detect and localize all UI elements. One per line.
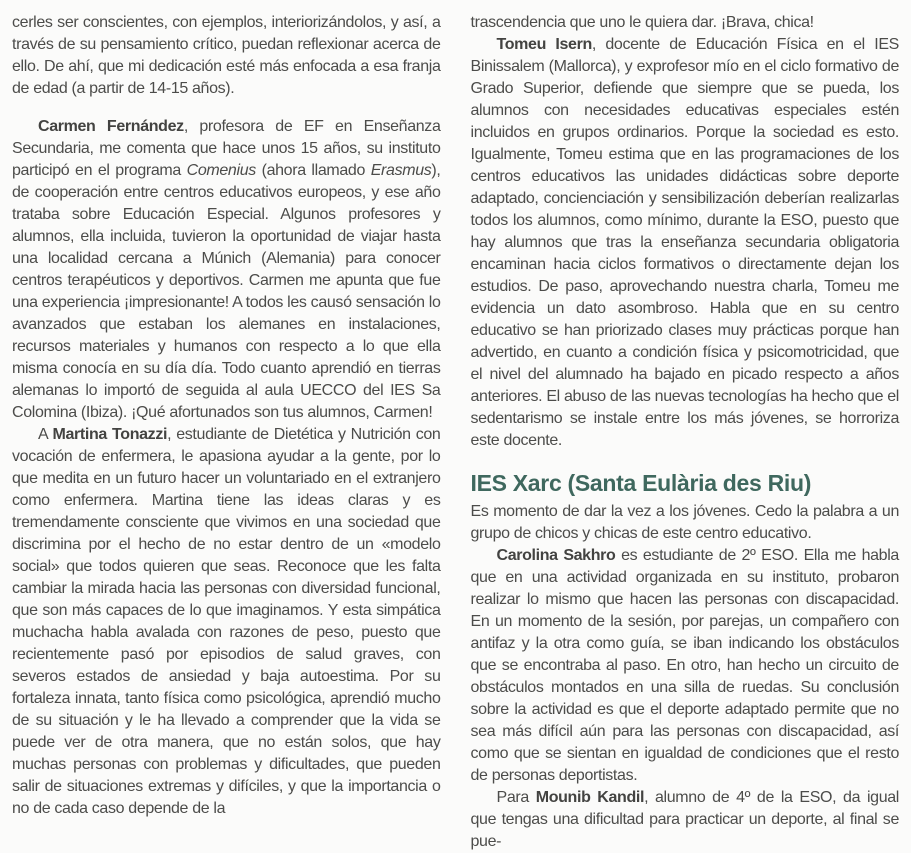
text-run: , docente de Educación Física en el IES Binissalem (Mallorca), y exprofesor mío en el ciclo formativo de Grado Superior, defiende que siempre que se pueda, los alumnos con necesidades educativas especiales estén incluidos en grupos ordinarios. Porque la sociedad es esto. Igualmente, Tomeu estima que en las programaciones de los centros educativos las unidades didácticas sobre deporte adaptado, concienciación y sensibilización deberían realizarlas todos los alumnos, como mínimo, durante la ESO, puesto que hay alumnos que tras la enseñanza secundaria obligatoria encaminan hacia ciclos formativos o directamente dejan los estudios. De paso, aprovechando nuestra charla, Tomeu me evidencia un dato asombroso. Habla que en su centro educativo se han priorizado clases muy prácticas porque han advertido, en cuanto a condición física y psicomotricidad, que el nivel del alumnado ha bajado en picado respecto a años anteriores. El abuso de las nuevas tecnologías ha hecho que el sedentarismo se instale entre los más jóvenes, se horroriza este docente. [470,36,899,449]
person-name: Martina Tonazzi [52,426,168,443]
paragraph [12,424,441,820]
paragraph [471,501,900,545]
left-column [12,12,441,817]
text-run: es estudiante de 2º ESO. Ella me habla que en una actividad organizada en su instituto, probaron realizar lo mismo que hacen las personas con discapacidad. En un momento de la sesión, por parejas, un compañero con antifaz y la otra como guía, se iban indicando los obstáculos que se encontraba al paso. En otro, han hecho un circuito de obstáculos montados en una silla de ruedas. Su conclusión sobre la actividad es que el deporte adaptado permite que no sea más difícil aún para las personas con discapacidad, así como que se sientan en igualdad de condiciones que el resto de personas deportistas. [470,547,899,784]
paragraph [471,787,900,853]
text-run: cerles ser conscientes, con ejemplos, interiorizándolos, y así, a través de su pensamiento crítico, puedan reflexionar acerca de ello. De ahí, que mi dedicación esté más enfocada a esa franja de edad (a partir de 14-15 años). [12,14,441,97]
text-run: A [38,426,53,443]
program-name: Erasmus [370,162,432,179]
paragraph [471,34,900,452]
person-name: Carmen Fernández [38,118,184,135]
paragraph [471,545,900,787]
text-run: Para [496,789,536,806]
right-column [470,12,900,850]
text-run: ), de cooperación entre centros educativos europeos, y ese año trataba sobre Educación Especial. Algunos profesores y alumnos, ella incluida, tuvieron la oportunidad de viajar hasta una localidad cercana a Múnich (Alemania) para conocer centros terapéuticos y deportivos. Carmen me apunta que fue una experiencia ¡impresionante! A todos les causó sensación lo avanzados que estaban los alemanes en instalaciones, recursos materiales y humanos con respecto a lo que ella misma conocía en su día día. Todo cuanto aprendió en tierras alemanas lo importó de seguida al aula UECCO del IES Sa Colomina (Ibiza). ¡Qué afortunados son tus alumnos, Carmen! [12,162,441,421]
text-run: , estudiante de Dietética y Nutrición con vocación de enfermera, le apasiona ayudar a la gente, por lo que medita en un futuro hacer un voluntariado en el extranjero como enfermera. Martina tiene las ideas claras y es tremendamente consciente que vivimos en una sociedad que discrimina por el hecho de no estar dentro de un «modelo social» que todos quieren que seas. Reconoce que les falta cambiar la mirada hacia las personas con diversidad funcional, que son más capaces de lo que imaginamos. Y esta simpática muchacha habla avalada con razones de peso, puesto que recientemente pasó por episodios de salud graves, con severos estados de ansiedad y baja autoestima. Por su fortaleza innata, tanto física como psicológica, aprendió mucho de su situación y le ha llevado a comprender que la vida se puede ver de otra manera, que no están solos, que hay muchas personas con problemas y dificultades, que pueden salir de situaciones extremas y difíciles, y que la importancia o no de cada caso depende de la [12,426,441,817]
person-name: Tomeu Isern [496,36,592,53]
paragraph [471,12,900,34]
text-run: trascendencia que uno le quiera dar. ¡Brava, chica! [470,14,814,31]
paragraph [12,12,441,100]
section-heading: IES Xarc (Santa Eulària des Riu) [470,470,812,496]
text-run: (ahora llamado [255,162,371,179]
person-name: Carolina Sakhro [496,547,616,564]
person-name: Mounib Kandil [535,789,645,806]
program-name: Comenius [186,162,256,179]
text-run: Es momento de dar la vez a los jóvenes. Cedo la palabra a un grupo de chicos y chicas de este centro educativo. [470,503,899,542]
text-run: , profesora de EF en Enseñanza Secundaria, me comenta que hace unos 15 años, su instituto participó en el programa [12,118,441,179]
text-run: , alumno de 4º de la ESO, da igual que tengas una dificultad para practicar un deporte, al final se pue- [470,789,900,850]
paragraph [12,116,441,424]
